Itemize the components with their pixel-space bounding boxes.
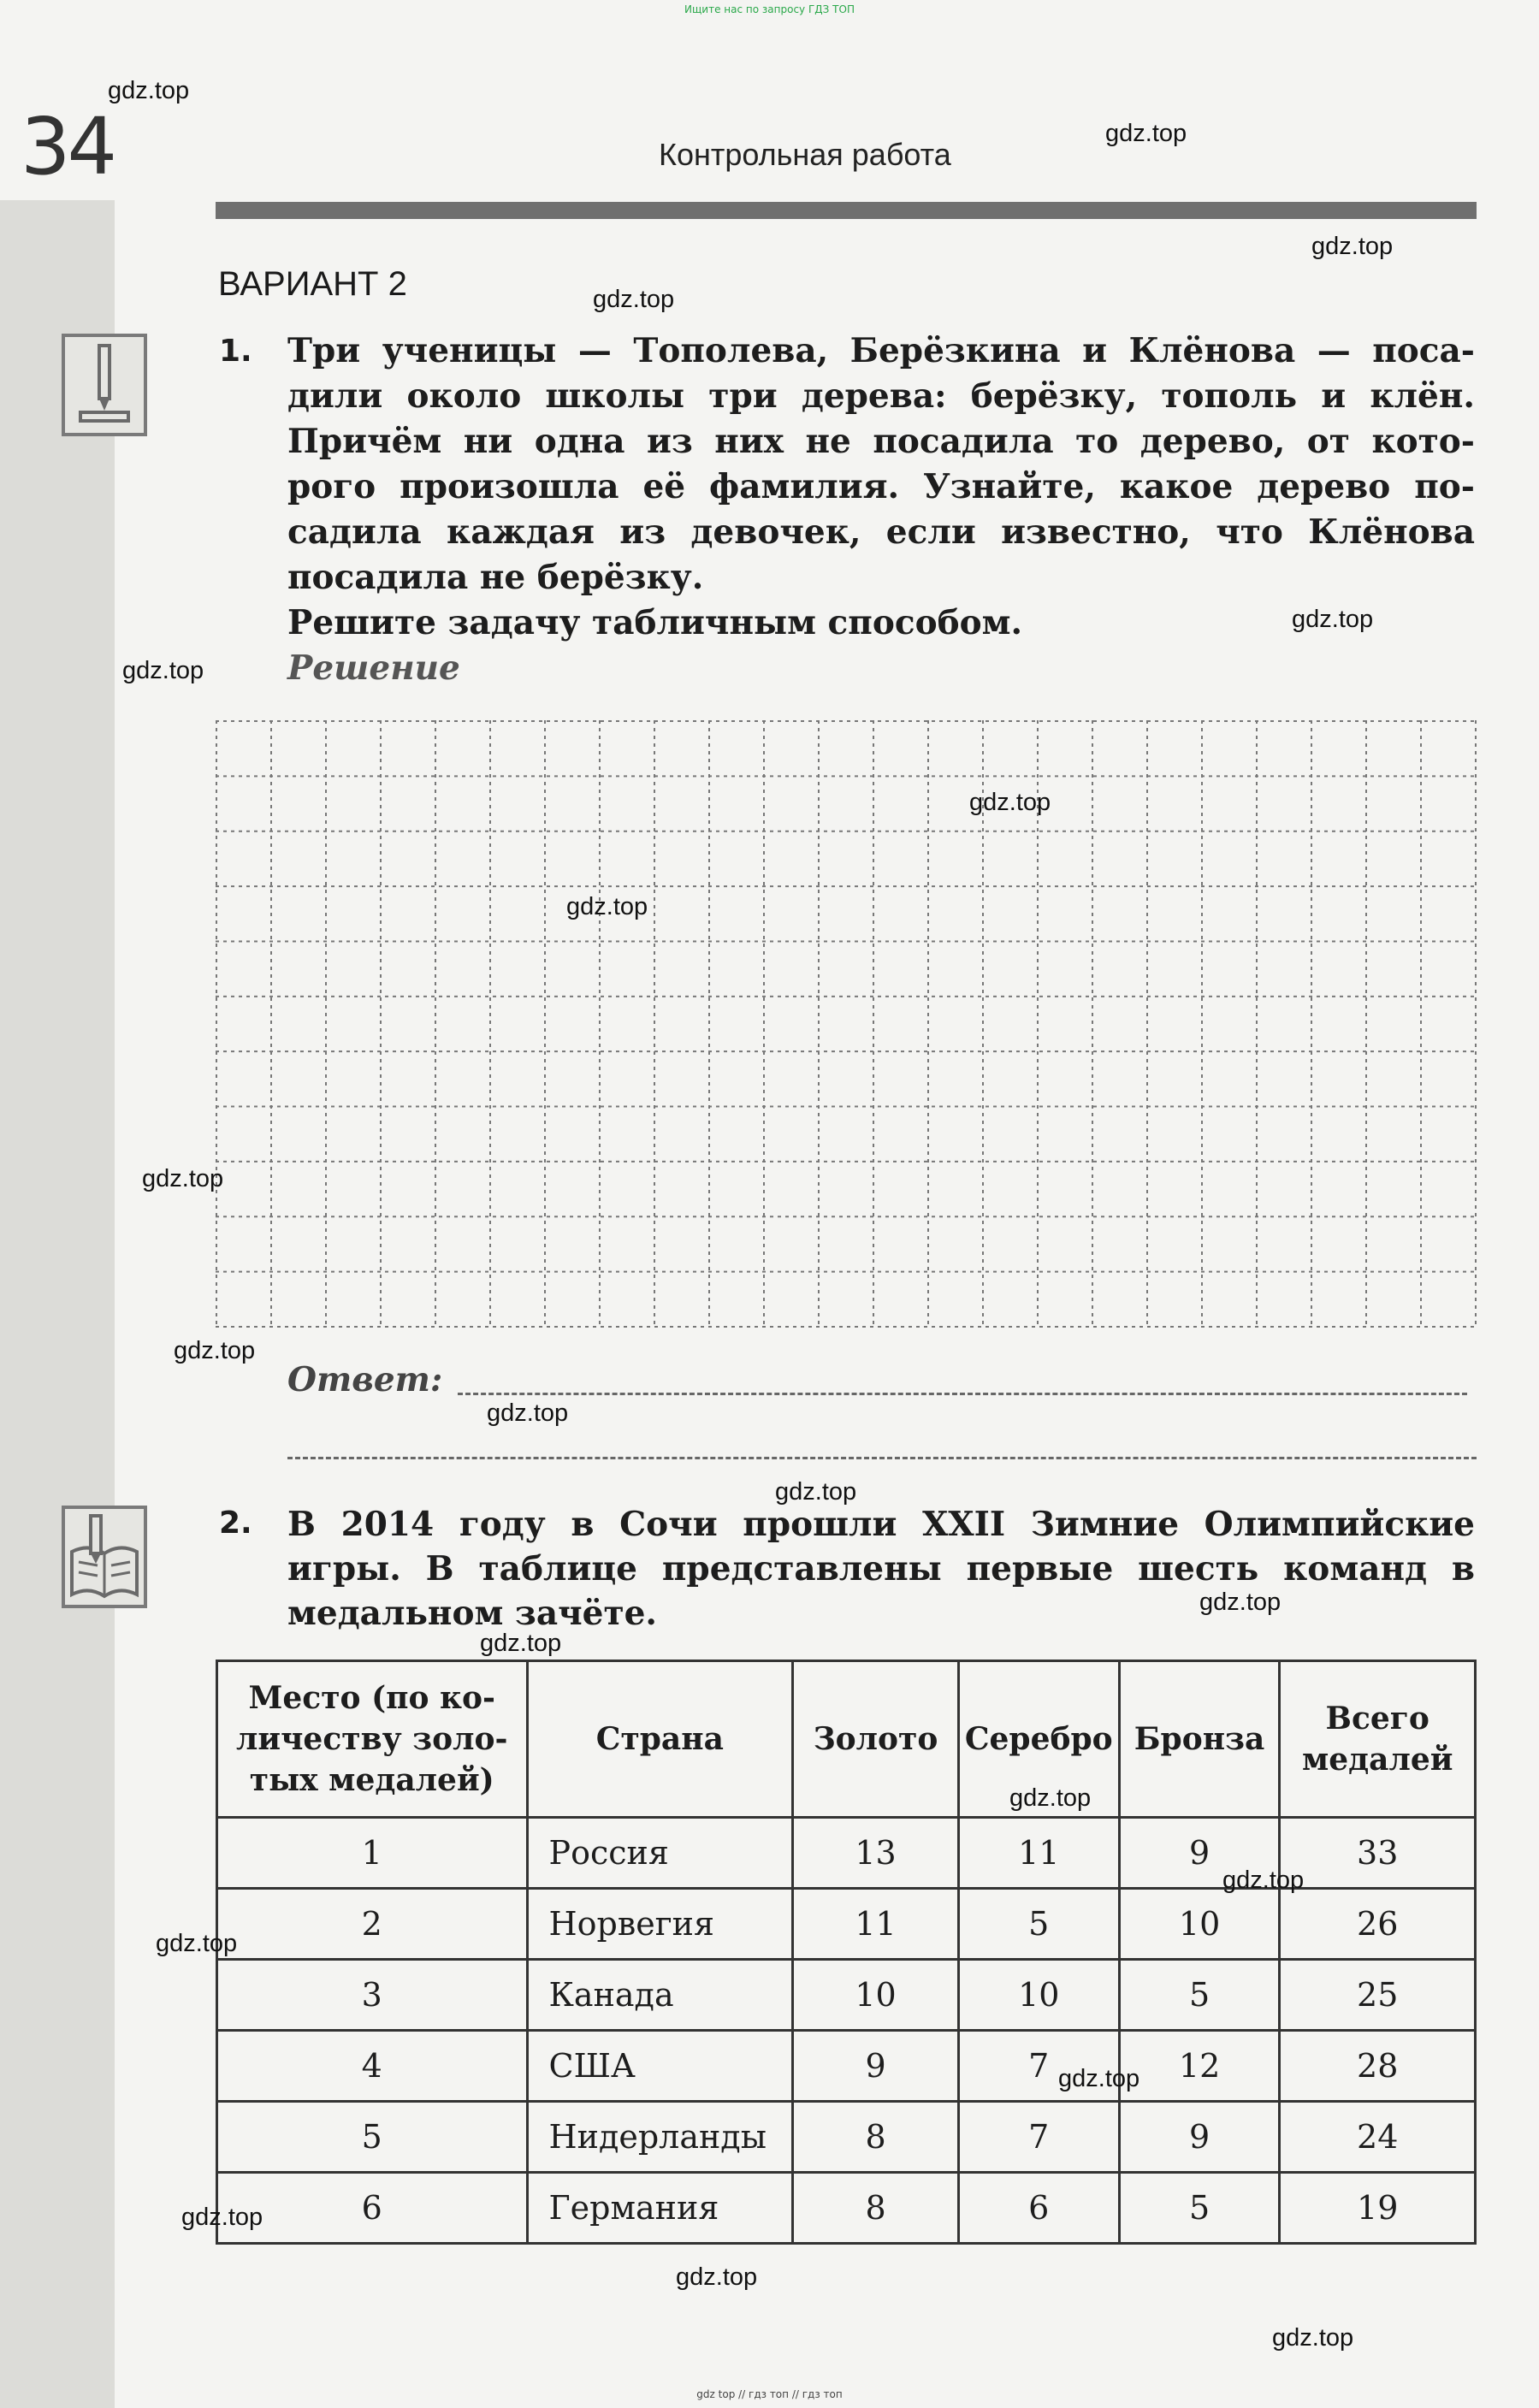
watermark: gdz.top bbox=[108, 77, 190, 104]
table-row bbox=[217, 1889, 1476, 1960]
header-total-line: медалей bbox=[1301, 1742, 1453, 1778]
task2-text bbox=[287, 1502, 1475, 1636]
top-banner: Ищите нас по запросу ГДЗ ТОП bbox=[684, 3, 855, 15]
task1-line: Три ученицы — Тополева, Берёзкина и Клёнова — поса- bbox=[287, 331, 1475, 370]
header-total bbox=[1280, 1661, 1476, 1818]
cell-gold: 11 bbox=[793, 1889, 959, 1960]
task1-number: 1. bbox=[219, 334, 252, 369]
book-pencil-icon bbox=[62, 1506, 147, 1608]
cell-place: 2 bbox=[217, 1889, 528, 1960]
pencil-task-icon bbox=[62, 334, 147, 436]
watermark: gdz.top bbox=[775, 1478, 857, 1506]
cell-place: 3 bbox=[217, 1960, 528, 2031]
cell-place: 1 bbox=[217, 1818, 528, 1889]
watermark: gdz.top bbox=[142, 1165, 224, 1192]
watermark: gdz.top bbox=[1199, 1589, 1282, 1616]
cell-total: 25 bbox=[1280, 1960, 1476, 2031]
left-margin-band bbox=[0, 200, 115, 2408]
solution-grid[interactable] bbox=[216, 720, 1477, 1328]
cell-gold: 10 bbox=[793, 1960, 959, 2031]
cell-gold: 13 bbox=[793, 1818, 959, 1889]
watermark: gdz.top bbox=[1058, 2065, 1140, 2092]
cell-total: 33 bbox=[1280, 1818, 1476, 1889]
cell-country: Канада bbox=[527, 1960, 793, 2031]
cell-country: Нидерланды bbox=[527, 2102, 793, 2173]
watermark: gdz.top bbox=[487, 1399, 569, 1427]
cell-place: 4 bbox=[217, 2031, 528, 2102]
cell-total: 26 bbox=[1280, 1889, 1476, 1960]
table-header-row bbox=[217, 1661, 1476, 1818]
task1-line: рого произошла её фамилия. Узнайте, какое дерево по- bbox=[287, 467, 1475, 506]
table-row bbox=[217, 1960, 1476, 2031]
cell-bronze: 10 bbox=[1119, 1889, 1280, 1960]
cell-country: Германия bbox=[527, 2173, 793, 2244]
header-country: Страна bbox=[527, 1661, 793, 1818]
cell-total: 19 bbox=[1280, 2173, 1476, 2244]
page-number: 34 bbox=[21, 101, 115, 192]
variant-heading: ВАРИАНТ 2 bbox=[218, 265, 407, 303]
task1-text bbox=[287, 328, 1475, 646]
solution-label: Решение bbox=[287, 648, 460, 688]
table-row bbox=[217, 2102, 1476, 2173]
cell-country: Россия bbox=[527, 1818, 793, 1889]
header-bronze: Бронза bbox=[1119, 1661, 1280, 1818]
cell-silver: 11 bbox=[958, 1818, 1119, 1889]
watermark: gdz.top bbox=[593, 286, 675, 313]
medal-table bbox=[216, 1660, 1477, 2245]
cell-place: 6 bbox=[217, 2173, 528, 2244]
cell-silver: 5 bbox=[958, 1889, 1119, 1960]
cell-bronze: 12 bbox=[1119, 2031, 1280, 2102]
title-divider bbox=[216, 202, 1477, 219]
watermark: gdz.top bbox=[969, 789, 1051, 816]
cell-gold: 9 bbox=[793, 2031, 959, 2102]
task2-line: В 2014 году в Сочи прошли XXII Зимние Олимпийские bbox=[287, 1505, 1475, 1544]
watermark: gdz.top bbox=[181, 2204, 263, 2231]
cell-bronze: 5 bbox=[1119, 2173, 1280, 2244]
task2-number: 2. bbox=[219, 1506, 252, 1541]
task1-line: Решите задачу табличным способом. bbox=[287, 603, 1023, 642]
cell-silver: 10 bbox=[958, 1960, 1119, 2031]
cell-silver: 7 bbox=[958, 2102, 1119, 2173]
table-row bbox=[217, 2031, 1476, 2102]
cell-bronze: 9 bbox=[1119, 1818, 1280, 1889]
table-row bbox=[217, 2173, 1476, 2244]
cell-silver: 7 bbox=[958, 2031, 1119, 2102]
watermark: gdz.top bbox=[122, 657, 204, 684]
header-silver: Серебро bbox=[958, 1661, 1119, 1818]
task1-line: посадила не берёзку. bbox=[287, 558, 704, 597]
answer-line[interactable] bbox=[287, 1457, 1477, 1459]
page-title: Контрольная работа bbox=[659, 137, 951, 172]
cell-country: США bbox=[527, 2031, 793, 2102]
task2-line: игры. В таблице представлены первые шесть команд в bbox=[287, 1549, 1475, 1589]
watermark: gdz.top bbox=[1009, 1784, 1092, 1812]
header-gold: Золото bbox=[793, 1661, 959, 1818]
bottom-banner: gdz top // гдз топ // гдз топ bbox=[696, 2388, 843, 2400]
cell-bronze: 5 bbox=[1119, 1960, 1280, 2031]
watermark: gdz.top bbox=[676, 2263, 758, 2291]
cell-gold: 8 bbox=[793, 2173, 959, 2244]
task2-line: медальном зачёте. bbox=[287, 1594, 658, 1633]
cell-silver: 6 bbox=[958, 2173, 1119, 2244]
watermark: gdz.top bbox=[480, 1630, 562, 1657]
header-place-line: личеству золо- bbox=[236, 1721, 508, 1757]
cell-bronze: 9 bbox=[1119, 2102, 1280, 2173]
watermark: gdz.top bbox=[174, 1337, 256, 1364]
watermark: gdz.top bbox=[156, 1930, 238, 1957]
cell-total: 24 bbox=[1280, 2102, 1476, 2173]
header-place-line: тых медалей) bbox=[249, 1762, 494, 1798]
cell-place: 5 bbox=[217, 2102, 528, 2173]
header-total-line: Всего bbox=[1325, 1701, 1429, 1736]
watermark: gdz.top bbox=[566, 893, 648, 920]
watermark: gdz.top bbox=[1222, 1867, 1305, 1894]
header-place-line: Место (по ко- bbox=[248, 1680, 495, 1716]
task1-line: садила каждая из девочек, если известно, что Клёнова bbox=[287, 512, 1475, 552]
watermark: gdz.top bbox=[1311, 233, 1394, 260]
watermark: gdz.top bbox=[1105, 120, 1187, 147]
watermark: gdz.top bbox=[1292, 606, 1374, 633]
cell-gold: 8 bbox=[793, 2102, 959, 2173]
task1-line: Причём ни одна из них не посадила то дерево, от кото- bbox=[287, 422, 1475, 461]
task1-line: дили около школы три дерева: берёзку, тополь и клён. bbox=[287, 376, 1475, 416]
cell-country: Норвегия bbox=[527, 1889, 793, 1960]
header-place bbox=[217, 1661, 528, 1818]
cell-total: 28 bbox=[1280, 2031, 1476, 2102]
answer-line[interactable] bbox=[458, 1393, 1467, 1395]
watermark: gdz.top bbox=[1272, 2324, 1354, 2352]
answer-label: Ответ: bbox=[287, 1360, 443, 1399]
